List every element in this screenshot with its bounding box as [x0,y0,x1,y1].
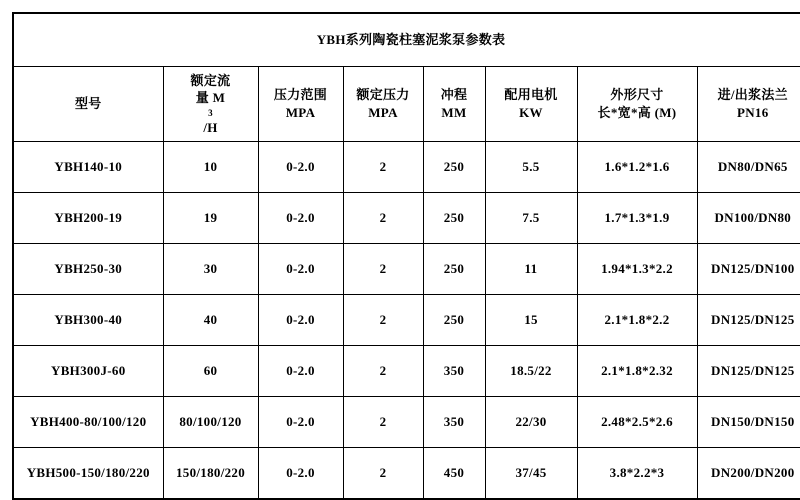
cell-stroke: 350 [423,346,485,397]
cell-flow: 40 [163,295,258,346]
cell-dimensions: 2.48*2.5*2.6 [577,397,697,448]
header-motor-line2: KW [489,104,574,122]
cell-motor: 5.5 [485,142,577,193]
table-row [13,142,800,193]
cell-flow: 80/100/120 [163,397,258,448]
cell-stroke: 250 [423,244,485,295]
cell-dimensions: 3.8*2.2*3 [577,448,697,500]
cell-rated-pressure: 2 [343,346,423,397]
table-row [13,397,800,448]
header-motor [485,67,577,142]
cell-stroke: 250 [423,295,485,346]
header-flange-line1: 进/出浆法兰 [701,86,800,104]
cell-flange: DN125/DN125 [697,346,800,397]
header-dimensions-line1: 外形尺寸 [581,86,694,104]
cell-stroke: 250 [423,193,485,244]
header-flange-line2: PN16 [701,104,800,122]
cell-pressure-range: 0-2.0 [258,295,343,346]
cell-rated-pressure: 2 [343,448,423,500]
cell-motor: 11 [485,244,577,295]
cell-stroke: 350 [423,397,485,448]
header-stroke [423,67,485,142]
header-rated-flow [163,67,258,142]
table-title: YBH系列陶瓷柱塞泥浆泵参数表 [13,13,800,67]
header-stroke-line1: 冲程 [427,86,482,104]
cell-flow: 19 [163,193,258,244]
header-motor-line1: 配用电机 [489,86,574,104]
header-pressure-range [258,67,343,142]
cell-rated-pressure: 2 [343,295,423,346]
cell-flange: DN100/DN80 [697,193,800,244]
cell-rated-pressure: 2 [343,142,423,193]
header-model [13,67,163,142]
cell-model: YBH500-150/180/220 [13,448,163,500]
cell-model: YBH300J-60 [13,346,163,397]
cell-model: YBH300-40 [13,295,163,346]
table-row [13,295,800,346]
table-row [13,244,800,295]
table-row [13,448,800,500]
header-row [13,67,800,142]
header-pressure-range-line2: MPA [262,104,340,122]
cell-flow: 60 [163,346,258,397]
header-rated-flow-line2: 量 M 3 /H [167,89,255,136]
cell-dimensions: 2.1*1.8*2.32 [577,346,697,397]
header-flange [697,67,800,142]
cell-pressure-range: 0-2.0 [258,244,343,295]
cell-flow: 30 [163,244,258,295]
cell-pressure-range: 0-2.0 [258,448,343,500]
cell-model: YBH140-10 [13,142,163,193]
cell-motor: 37/45 [485,448,577,500]
cell-flange: DN125/DN125 [697,295,800,346]
header-rated-pressure-line1: 额定压力 [347,86,420,104]
cell-stroke: 450 [423,448,485,500]
header-pressure-range-line1: 压力范围 [262,86,340,104]
header-dimensions [577,67,697,142]
cell-model: YBH250-30 [13,244,163,295]
cell-rated-pressure: 2 [343,244,423,295]
cell-flow: 10 [163,142,258,193]
cell-dimensions: 1.6*1.2*1.6 [577,142,697,193]
header-rated-pressure-line2: MPA [347,104,420,122]
cell-rated-pressure: 2 [343,193,423,244]
cell-dimensions: 1.94*1.3*2.2 [577,244,697,295]
cell-flange: DN80/DN65 [697,142,800,193]
cell-rated-pressure: 2 [343,397,423,448]
cell-pressure-range: 0-2.0 [258,346,343,397]
cell-motor: 18.5/22 [485,346,577,397]
header-model-line1: 型号 [17,95,160,113]
cell-motor: 15 [485,295,577,346]
title-row [13,13,800,67]
cell-flange: DN200/DN200 [697,448,800,500]
cell-model: YBH400-80/100/120 [13,397,163,448]
cell-stroke: 250 [423,142,485,193]
cell-dimensions: 2.1*1.8*2.2 [577,295,697,346]
header-stroke-line2: MM [427,104,482,122]
cell-flange: DN125/DN100 [697,244,800,295]
header-rated-pressure [343,67,423,142]
header-dimensions-line2: 长*宽*高 (M) [581,104,694,122]
cell-pressure-range: 0-2.0 [258,397,343,448]
cell-motor: 22/30 [485,397,577,448]
header-rated-flow-line1: 额定流 [167,72,255,90]
cell-flow: 150/180/220 [163,448,258,500]
cell-model: YBH200-19 [13,193,163,244]
cell-motor: 7.5 [485,193,577,244]
parameter-table [12,12,800,500]
cell-pressure-range: 0-2.0 [258,193,343,244]
cell-dimensions: 1.7*1.3*1.9 [577,193,697,244]
cell-pressure-range: 0-2.0 [258,142,343,193]
cell-flange: DN150/DN150 [697,397,800,448]
table-row [13,346,800,397]
table-row [13,193,800,244]
